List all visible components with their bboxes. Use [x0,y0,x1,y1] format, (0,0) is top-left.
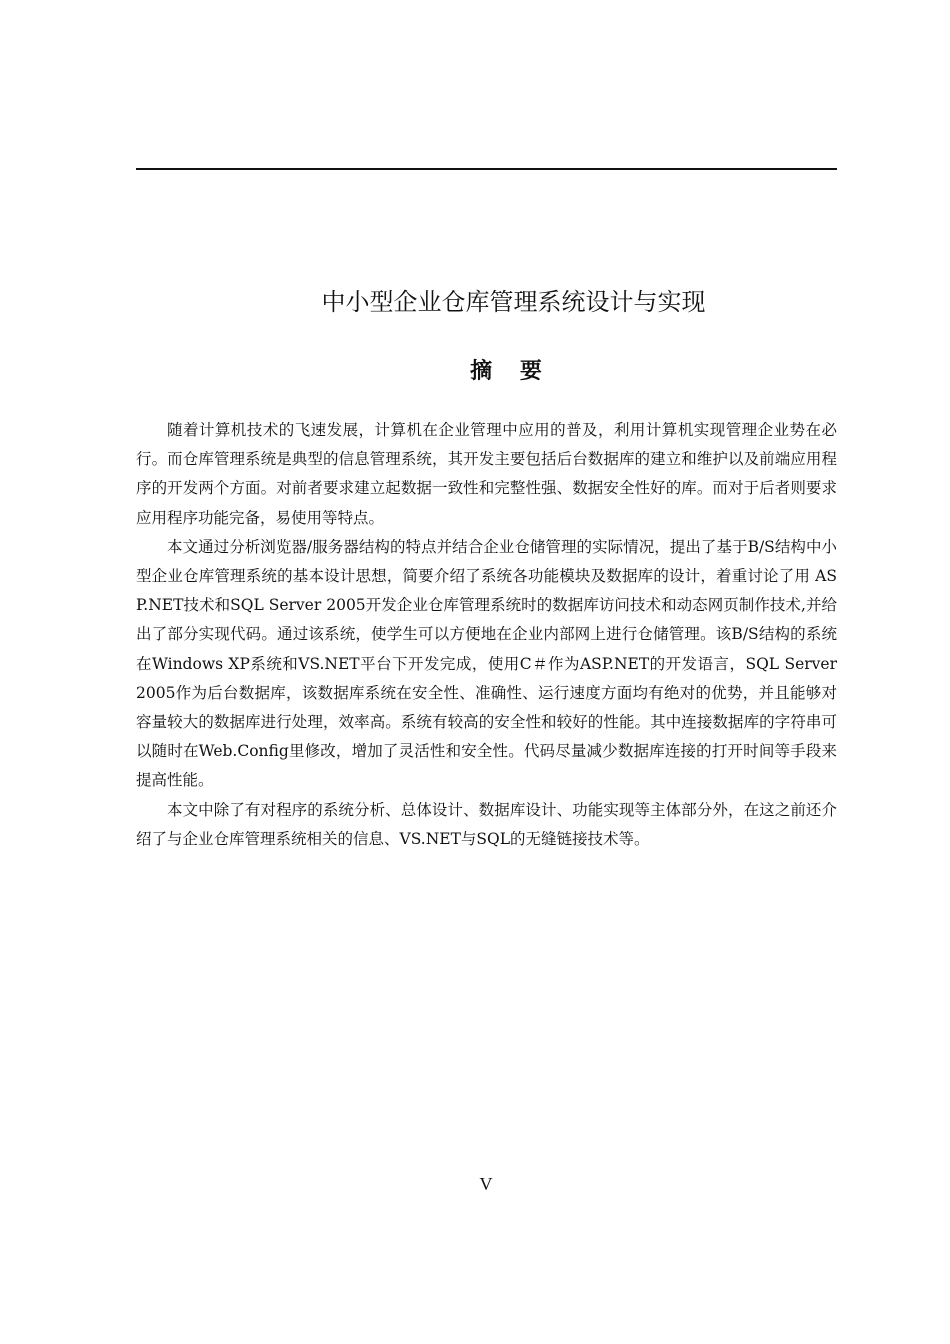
page-number: V [479,1174,493,1194]
abstract-paragraph: 随着计算机技术的飞速发展，计算机在企业管理中应用的普及，利用计算机实现管理企业势在必行。而仓库管理系统是典型的信息管理系统，其开发主要包括后台数据库的建立和维护以及前端应用程序的开发两个方面。对前者要求建立起数据一致性和完整性强、数据安全性好的库。而对于后者则要求应用程序功能完备，易使用等特点。 [136,421,837,527]
document-title: 中小型企业仓库管理系统设计与实现 [321,288,706,316]
header-rule [136,168,837,170]
abstract-paragraph: 本文中除了有对程序的系统分析、总体设计、数据库设计、功能实现等主体部分外，在这之前还介绍了与企业仓库管理系统相关的信息、VS.NET与SQL的无缝链接技术等。 [136,800,837,848]
abstract-body [136,416,837,854]
abstract-paragraph: 本文通过分析浏览器/服务器结构的特点并结合企业仓储管理的实际情况，提出了基于B/S结构中小型企业仓库管理系统的基本设计思想，简要介绍了系统各功能模块及数据库的设计，着重讨论了用 ASP.NET技术和SQL Server 2005开发企业仓库管理系统时的数据库访问技术和动态网页制作技术,并给出了部分实现代码。通过该系统，使学生可以方便地在企业内部网上进行仓储管理。该B/S结构的系统在Windows XP系统和VS.NET平台下开发完成，使用C＃作为ASP.NET的开发语言，SQL Server 2005作为后台数据库，该数据库系统在安全性、准确性、运行速度方面均有绝对的优势，并且能够对容量较大的数据库进行处理，效率高。系统有较高的安全性和较好的性能。其中连接数据库的字符串可以随时在Web.Config里修改，增加了灵活性和安全性。代码尽量减少数据库连接的打开时间等手段来提高性能。 [136,537,837,790]
abstract-heading: 摘 要 [470,359,552,384]
